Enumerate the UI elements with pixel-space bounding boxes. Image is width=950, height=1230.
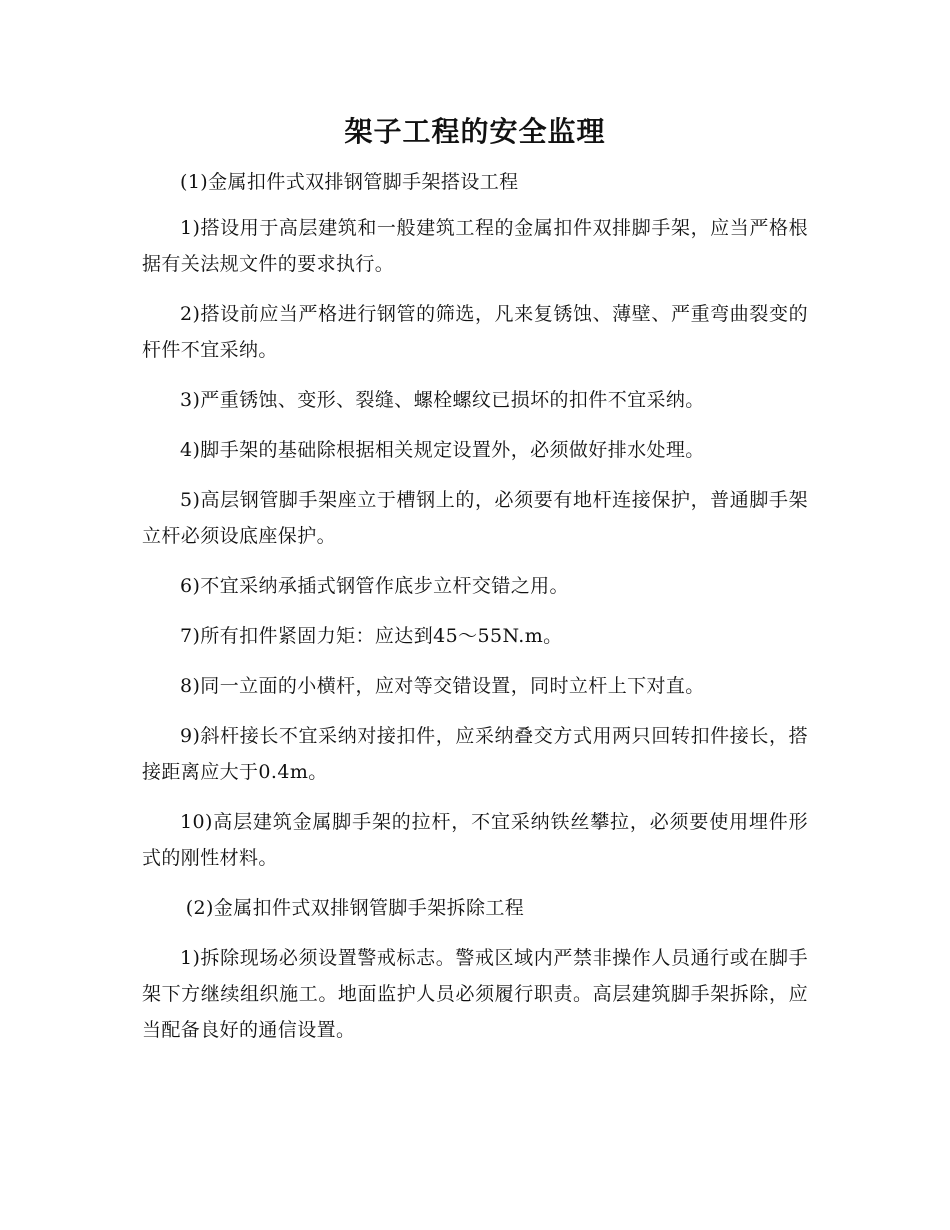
paragraph-1-5: 5)高层钢管脚手架座立于槽钢上的，必须要有地杆连接保护，普通脚手架立杆必须设底座保护。	[142, 489, 808, 547]
paragraph-1-4: 4)脚手架的基础除根据相关规定设置外，必须做好排水处理。	[180, 439, 705, 461]
document-body	[142, 164, 808, 1062]
paragraph-1-2: 2)搭设前应当严格进行钢管的筛选，凡来复锈蚀、薄壁、严重弯曲裂变的杆件不宜采纳。	[142, 303, 808, 361]
paragraph-1-1: 1)搭设用于高层建筑和一般建筑工程的金属扣件双排脚手架，应当严格根据有关法规文件的要求执行。	[142, 217, 808, 275]
paragraph-1-9: 9)斜杆接长不宜采纳对接扣件，应采纳叠交方式用两只回转扣件接长，搭接距离应大于0.4m。	[142, 725, 808, 783]
section-heading-1: (1)金属扣件式双排钢管脚手架搭设工程	[180, 171, 519, 193]
paragraph-2-1: 1)拆除现场必须设置警戒标志。警戒区域内严禁非操作人员通行或在脚手架下方继续组织施工。地面监护人员必须履行职责。高层建筑脚手架拆除，应当配备良好的通信设置。	[142, 947, 808, 1041]
paragraph-1-8: 8)同一立面的小横杆，应对等交错设置，同时立杆上下对直。	[180, 675, 705, 697]
paragraph-1-7: 7)所有扣件紧固力矩：应达到45～55N.m。	[180, 625, 563, 647]
paragraph-1-3: 3)严重锈蚀、变形、裂缝、螺栓螺纹已损坏的扣件不宜采纳。	[180, 389, 705, 411]
paragraph-1-6: 6)不宜采纳承插式钢管作底步立杆交错之用。	[180, 575, 569, 597]
paragraph-1-10: 10)高层建筑金属脚手架的拉杆，不宜采纳铁丝攀拉，必须要使用埋件形式的刚性材料。	[142, 811, 808, 869]
document-title: 架子工程的安全监理	[344, 115, 606, 148]
section-heading-2: (2)金属扣件式双排钢管脚手架拆除工程	[185, 897, 525, 919]
